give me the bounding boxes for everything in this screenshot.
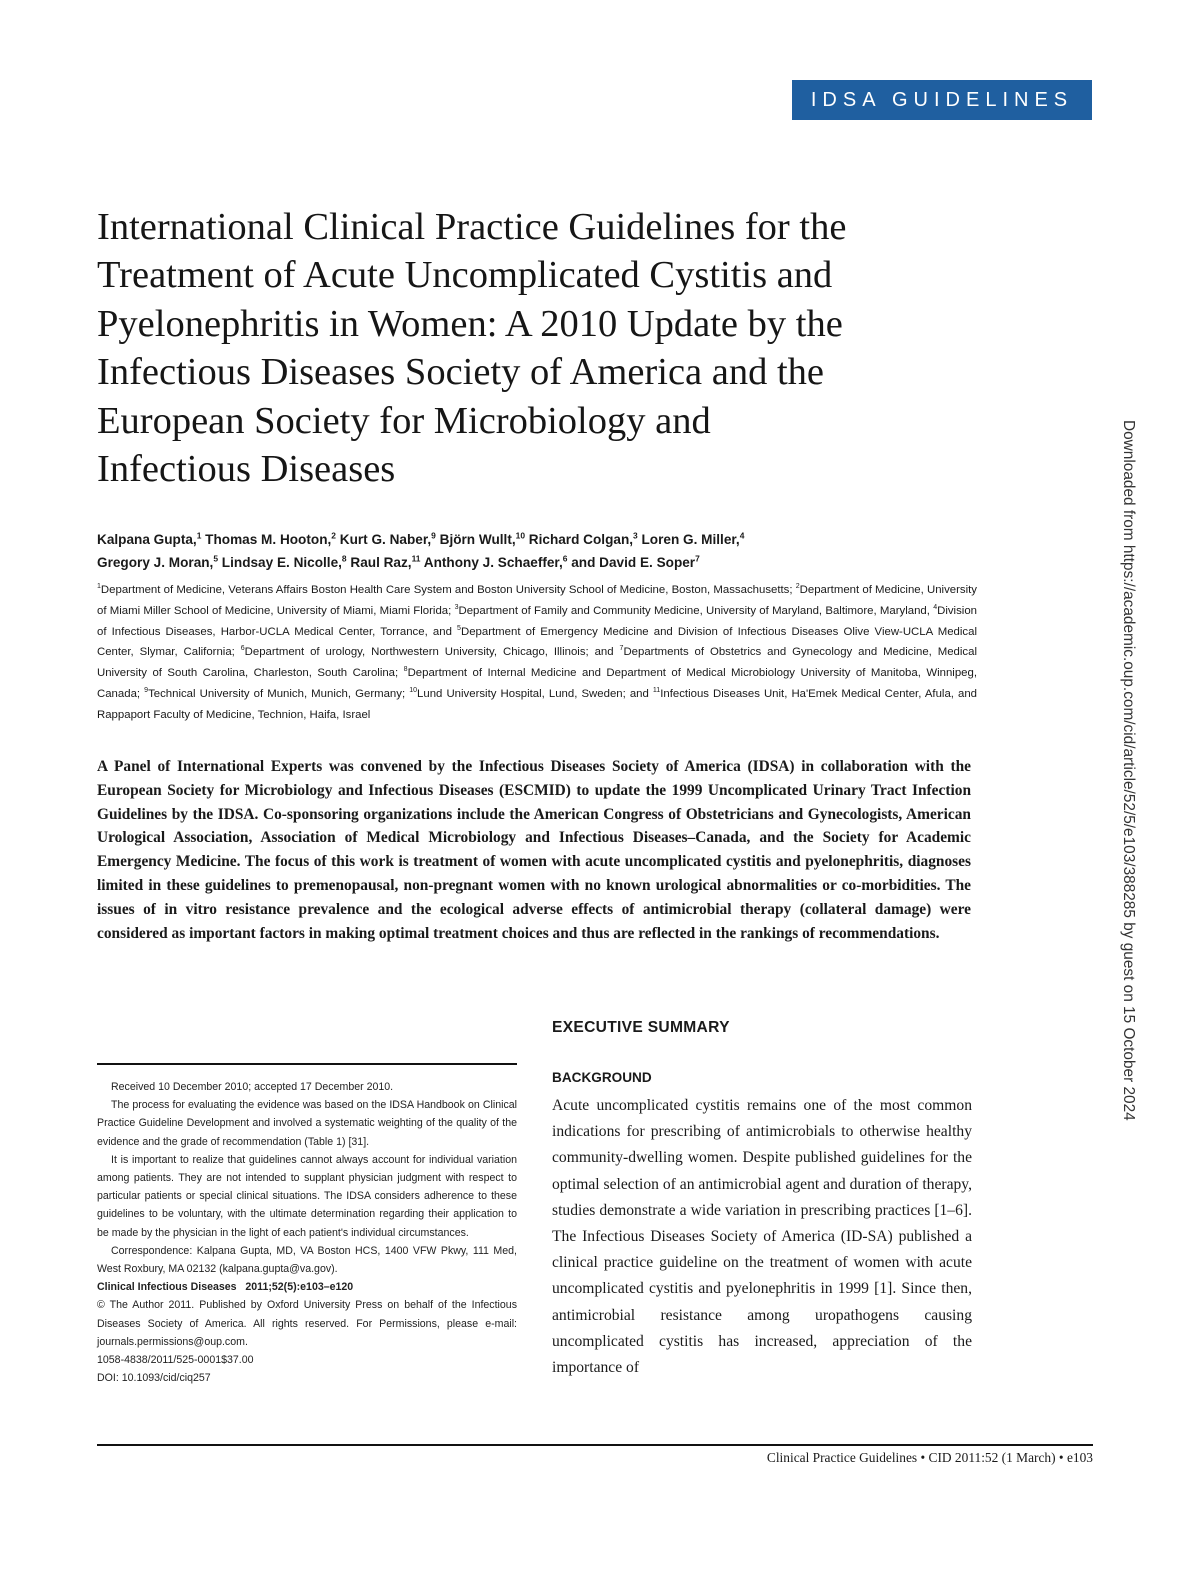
author-name: Gregory J. Moran, bbox=[97, 555, 214, 570]
affiliation-number: 1 bbox=[97, 583, 101, 591]
author-affiliation-ref: 7 bbox=[695, 553, 700, 564]
executive-summary-heading: EXECUTIVE SUMMARY bbox=[552, 1019, 730, 1036]
author-name: Raul Raz, bbox=[346, 555, 412, 570]
affiliation-number: 2 bbox=[795, 583, 800, 591]
author-name: Thomas M. Hooton, bbox=[201, 532, 332, 547]
background-heading: BACKGROUND bbox=[552, 1070, 652, 1085]
notes-divider bbox=[97, 1063, 517, 1065]
author-affiliation-ref: 3 bbox=[633, 530, 638, 541]
affiliation-text: Technical University of Munich, Munich, Germany; bbox=[148, 687, 410, 700]
author-name: Kalpana Gupta, bbox=[97, 532, 197, 547]
affiliation-text: Department of Medicine, University of Miami Miller School of Medicine, University of Miami, Miami Florida; bbox=[97, 584, 977, 617]
affiliation-text: Department of Medicine, Veterans Affairs Boston Health Care System and Boston University School of Medicine, Boston, Massachusetts; bbox=[100, 584, 796, 596]
author-name: Lindsay E. Nicolle, bbox=[218, 555, 342, 570]
abstract: A Panel of International Experts was convened by the Infectious Diseases Society of America (IDSA) in collaboration with the European Society for Microbiology and Infectious Diseases (ESCMID) to update the 1999 Uncomplicated Urinary Tract Infection Guidelines by the IDSA. Co-sponsoring organizations include the American Congress of Obstetricians and Gynecologists, American Urological Association, Association of Medical Microbiology and Infectious Diseases–Canada, and the Society for Academic Emergency Medicine. The focus of this work is treatment of women with acute uncomplicated cystitis and pyelonephritis, diagnoses limited in these guidelines to premenopausal, non-pregnant women with no known urological abnormalities or co-morbidities. The issues of in vitro resistance prevalence and the ecological adverse effects of antimicrobial therapy (collateral damage) were considered as important factors in making optimal treatment choices and thus are reflected in the rankings of recommendations. bbox=[97, 758, 971, 942]
affiliation-text: Department of Emergency Medicine and Division of Infectious Diseases Olive View-UCLA Medical Center, Slymar, California; bbox=[97, 625, 977, 659]
article-title: International Clinical Practice Guidelines for the Treatment of Acute Uncomplicated Cystitis and Pyelonephritis in Women: A 2010 Update by the Infectious Diseases Society of America and the European Society for Microbiology and Infectious Diseases bbox=[97, 206, 847, 491]
page-footer: Clinical Practice Guidelines • CID 2011:52 (1 March) • e103 bbox=[766, 1450, 1093, 1465]
section-banner: IDSA GUIDELINES bbox=[792, 80, 1092, 120]
author-name: Richard Colgan, bbox=[525, 532, 634, 547]
author-affiliation-ref: 8 bbox=[341, 553, 347, 564]
background-body: Acute uncomplicated cystitis remains one of the most common indications for prescribing of antimicrobials to otherwise healthy community-dwelling women. Despite published guidelines for the optimal selection of an antimicrobial agent and duration of therapy, studies demonstrate a wide variation in prescribing practices [1–6]. The Infectious Diseases Society of America (ID-SA) published a clinical practice guideline on the treatment of women with acute uncomplicated cystitis and pyelonephritis in 1999 [1]. Since then, antimicrobial resistance among uropathogens causing uncomplicated cystitis has increased, appreciation of the importance of bbox=[552, 1097, 972, 1377]
affiliation-number: 11 bbox=[652, 687, 661, 695]
download-note: Downloaded from https://academic.oup.com/cid/article/52/5/e103/388285 by guest on 15 October 2024 bbox=[1120, 420, 1137, 1121]
journal-cite: 2011;52(5):e103–e120 bbox=[245, 1281, 354, 1294]
affiliation-number: 8 bbox=[403, 666, 408, 674]
doi-link[interactable]: DOI: 10.1093/cid/ciq257 bbox=[97, 1372, 211, 1385]
affiliations bbox=[97, 580, 977, 726]
author-affiliation-ref: 2 bbox=[331, 530, 336, 541]
process-note: The process for evaluating the evidence was based on the IDSA Handbook on Clinical Practice Guideline Development and involved a systematic weighting of the quality of the evidence and the grade of recommendation (Table 1) [31]. bbox=[97, 1099, 517, 1148]
footer-divider bbox=[97, 1444, 1093, 1446]
author-affiliation-ref: 4 bbox=[739, 530, 745, 541]
affiliation-text: Department of Internal Medicine and Department of Medical Microbiology University of Manitoba, Winnipeg, Canada; bbox=[97, 667, 977, 700]
author-name: Anthony J. Schaeffer, bbox=[420, 555, 563, 570]
affiliation-number: 5 bbox=[457, 624, 461, 632]
author-affiliation-ref: 6 bbox=[562, 553, 568, 564]
affiliation-text: Lund University Hospital, Lund, Sweden; and bbox=[417, 687, 653, 700]
copyright-note: © The Author 2011. Published by Oxford University Press on behalf of the Infectious Diseases Society of America. All rights reserved. For Permissions, please e-mail: journals.permissions@oup.com. bbox=[97, 1299, 517, 1348]
affiliation-number: 10 bbox=[409, 687, 418, 695]
correspondence-note: Correspondence: Kalpana Gupta, MD, VA Boston HCS, 1400 VFW Pkwy, 111 Med, West Roxbury, MA 02132 (kalpana.gupta@va.gov). bbox=[97, 1244, 517, 1276]
affiliation-number: 4 bbox=[933, 604, 938, 611]
affiliation-text: Department of urology, Northwestern University, Chicago, Illinois; and bbox=[244, 646, 620, 659]
journal-name: Clinical Infectious Diseases bbox=[97, 1281, 237, 1294]
author-name: Kurt G. Naber, bbox=[335, 532, 432, 547]
download-watermark bbox=[1120, 420, 1153, 1160]
author-name: Loren G. Miller, bbox=[637, 532, 740, 547]
affiliation-number: 9 bbox=[144, 687, 149, 695]
affiliation-number: 3 bbox=[454, 604, 459, 611]
author-affiliation-ref: 11 bbox=[411, 553, 421, 564]
author-affiliation-ref: 1 bbox=[196, 530, 202, 541]
affiliation-number: 6 bbox=[240, 645, 245, 653]
disclaimer-note: It is important to realize that guidelines cannot always account for individual variation among patients. They are not intended to supplant physician judgment with respect to particular patients or special clinical situations. The IDSA considers adherence to these guidelines to be voluntary, with the ultimate determination regarding their application to be made by the physician in the light of each patient's individual circumstances. bbox=[97, 1153, 517, 1239]
author-affiliation-ref: 9 bbox=[431, 530, 436, 541]
author-list bbox=[97, 528, 977, 574]
affiliation-text: Infectious Diseases Unit, Ha'Emek Medical Center, Afula, and Rappaport Faculty of Medicine, Technion, Haifa, Israel bbox=[97, 687, 978, 721]
author-name: Björn Wullt, bbox=[435, 532, 516, 547]
affiliation-text: Departments of Obstetrics and Gynecology and Medicine, Medical University of South Carolina, Charleston, South Carolina; bbox=[97, 646, 977, 680]
affiliation-text: Division of Infectious Diseases, Harbor-UCLA Medical Center, Torrance, and bbox=[97, 604, 977, 638]
article-notes bbox=[97, 1078, 517, 1387]
author-affiliation-ref: 10 bbox=[515, 530, 526, 541]
author-affiliation-ref: 5 bbox=[213, 553, 219, 564]
affiliation-number: 7 bbox=[619, 645, 624, 653]
author-name: and David E. Soper bbox=[567, 555, 696, 570]
journal-citation bbox=[97, 1278, 517, 1296]
received-note: Received 10 December 2010; accepted 17 December 2010. bbox=[111, 1081, 394, 1093]
affiliation-text: Department of Family and Community Medicine, University of Maryland, Baltimore, Maryland, bbox=[458, 604, 934, 617]
issn-note: 1058-4838/2011/525-0001$37.00 bbox=[97, 1354, 254, 1367]
